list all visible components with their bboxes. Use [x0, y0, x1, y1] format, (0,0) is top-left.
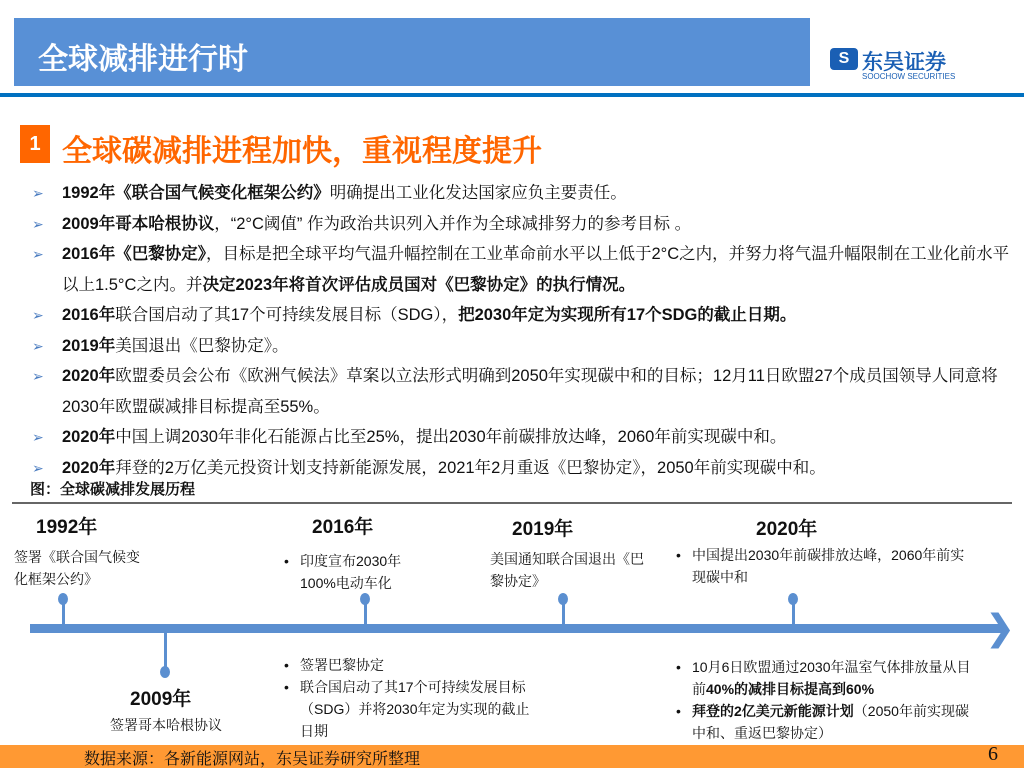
bullet-text: 美国退出《巴黎协定》。: [115, 336, 289, 355]
bullet-item: [32, 300, 1012, 331]
figure-caption: 图：全球碳减排发展历程: [30, 481, 196, 498]
arrow-bullet-icon: ➢: [32, 307, 44, 323]
bullet-item: [32, 209, 1012, 240]
year-1992: 1992年: [36, 517, 98, 538]
header-banner: [14, 18, 810, 86]
bullet-text-bold: 2020年: [62, 428, 116, 446]
section-title: 全球碳减排进程加快，重视程度提升: [62, 135, 542, 168]
bullet-text: 拜登的2万亿美元投资计划支持新能源发展，2021年2月重返《巴黎协定》，2050年前实现碳中和。: [115, 458, 826, 477]
event-2016-down: [284, 654, 534, 742]
caption-divider: [12, 502, 1012, 504]
event-text-part: 10月6日欧盟通过2030年温室气体排放量从目前: [692, 659, 971, 697]
bullet-text-bold: 2019年: [62, 336, 116, 355]
event-text-bold: 拜登的2亿美元新能源计划: [692, 703, 854, 719]
bullet-list: [32, 178, 1012, 483]
event-2009: 签署哥本哈根协议: [110, 717, 222, 733]
arrow-bullet-icon: ➢: [32, 185, 44, 201]
section-number: 1: [20, 125, 50, 163]
bullet-text: ，“2°C阈值” 作为政治共识列入并作为全球减排努力的参考目标 。: [214, 214, 692, 233]
bullet-text: 明确提出工业化发达国家应负主要责任。: [329, 184, 627, 202]
timeline-axis: [30, 624, 1005, 633]
year-2020: 2020年: [756, 519, 818, 540]
logo-cn: 东吴证券: [862, 51, 946, 74]
arrow-bullet-icon: ➢: [32, 337, 44, 354]
header-divider: [0, 93, 1024, 97]
event-1992: 签署《联合国气候变化框架公约》: [14, 549, 140, 587]
event-2020-down: [676, 656, 976, 744]
footer-bar: [0, 745, 1024, 768]
event-text: [676, 700, 976, 744]
event-text: [676, 656, 976, 700]
event-2016-up: [284, 550, 434, 594]
year-2009: 2009年: [130, 689, 192, 710]
bullet-item: [32, 178, 1012, 209]
bullet-item: [32, 361, 1012, 422]
header-title: 全球减排进行时: [38, 43, 248, 76]
source-note: 数据来源：各新能源网站，东吴证券研究所整理: [84, 751, 421, 768]
event-text-part: （2050年前实现碳中和、重返巴黎协定）: [692, 703, 969, 741]
bullet-item: [32, 422, 1012, 453]
arrow-bullet-icon: ➢: [32, 368, 44, 384]
dot-2019: [558, 593, 568, 605]
bullet-text-bold: 决定2023年将首次评估成员国对《巴黎协定》的执行情况。: [202, 275, 636, 294]
arrow-bullet-icon: ➢: [32, 215, 44, 232]
event-text: • 中国提出2030年前碳排放达峰，2060年前实现碳中和: [676, 544, 966, 588]
logo-en: SOOCHOW SECURITIES: [862, 72, 956, 81]
bullet-text: 欧盟委员会公布《欧洲气候法》草案以立法形式明确到2050年实现碳中和的目标；12月11日欧盟27个成员国领导人同意将2030年欧盟碳减排目标提高至55%。: [62, 367, 998, 416]
arrow-right-icon: ❯: [985, 607, 1016, 648]
event-text-bold: 40%的减排目标提高到60%: [706, 681, 875, 697]
bullet-text-bold: 2016年《巴黎协定》: [62, 245, 206, 263]
bullet-text-bold: 2009年哥本哈根协议: [62, 214, 215, 233]
bullet-item: [32, 331, 1012, 362]
dot-2020: [788, 593, 798, 605]
arrow-bullet-icon: ➢: [32, 429, 44, 445]
bullet-text-bold: 2016年: [62, 306, 116, 324]
bullet-text: 中国上调2030年非化石能源占比至25%，提出2030年前碳排放达峰，2060年前实现碳中和。: [115, 428, 787, 446]
event-text: • 签署巴黎协定: [284, 654, 534, 676]
dot-2016: [360, 593, 370, 605]
bullet-text: ，目标是把全球平均气温升幅控制在工业革命前水平以上低于2°C之内，并努力将气温升幅限制在工业化前水平以上1.5°C之内。并: [62, 245, 1010, 294]
event-text: • 印度宣布2030年100%电动车化: [284, 550, 434, 594]
bullet-text-bold: 1992年《联合国气候变化框架公约》: [62, 184, 330, 202]
event-2020-up: [676, 544, 966, 588]
event-2019: 美国通知联合国退出《巴黎协定》: [490, 551, 644, 589]
event-text: • 联合国启动了其17个可持续发展目标（SDG）并将2030年定为实现的截止日期: [284, 676, 534, 742]
page-number: 6: [988, 743, 998, 765]
dot-1992: [58, 593, 68, 605]
arrow-bullet-icon: ➢: [32, 246, 44, 262]
company-logo: [830, 46, 980, 82]
bullet-text-bold: 把2030年定为实现所有17个SDG的截止日期。: [458, 306, 797, 324]
dot-2009: [160, 666, 170, 678]
bullet-text-bold: 2020年: [62, 458, 116, 477]
year-2016: 2016年: [312, 517, 374, 538]
bullet-text-bold: 2020年: [62, 367, 116, 385]
bullet-text: 联合国启动了其17个可持续发展目标（SDG），: [115, 306, 459, 324]
bullet-item: [32, 239, 1012, 300]
arrow-bullet-icon: ➢: [32, 459, 44, 476]
year-2019: 2019年: [512, 519, 574, 540]
logo-mark-icon: S: [830, 48, 858, 70]
